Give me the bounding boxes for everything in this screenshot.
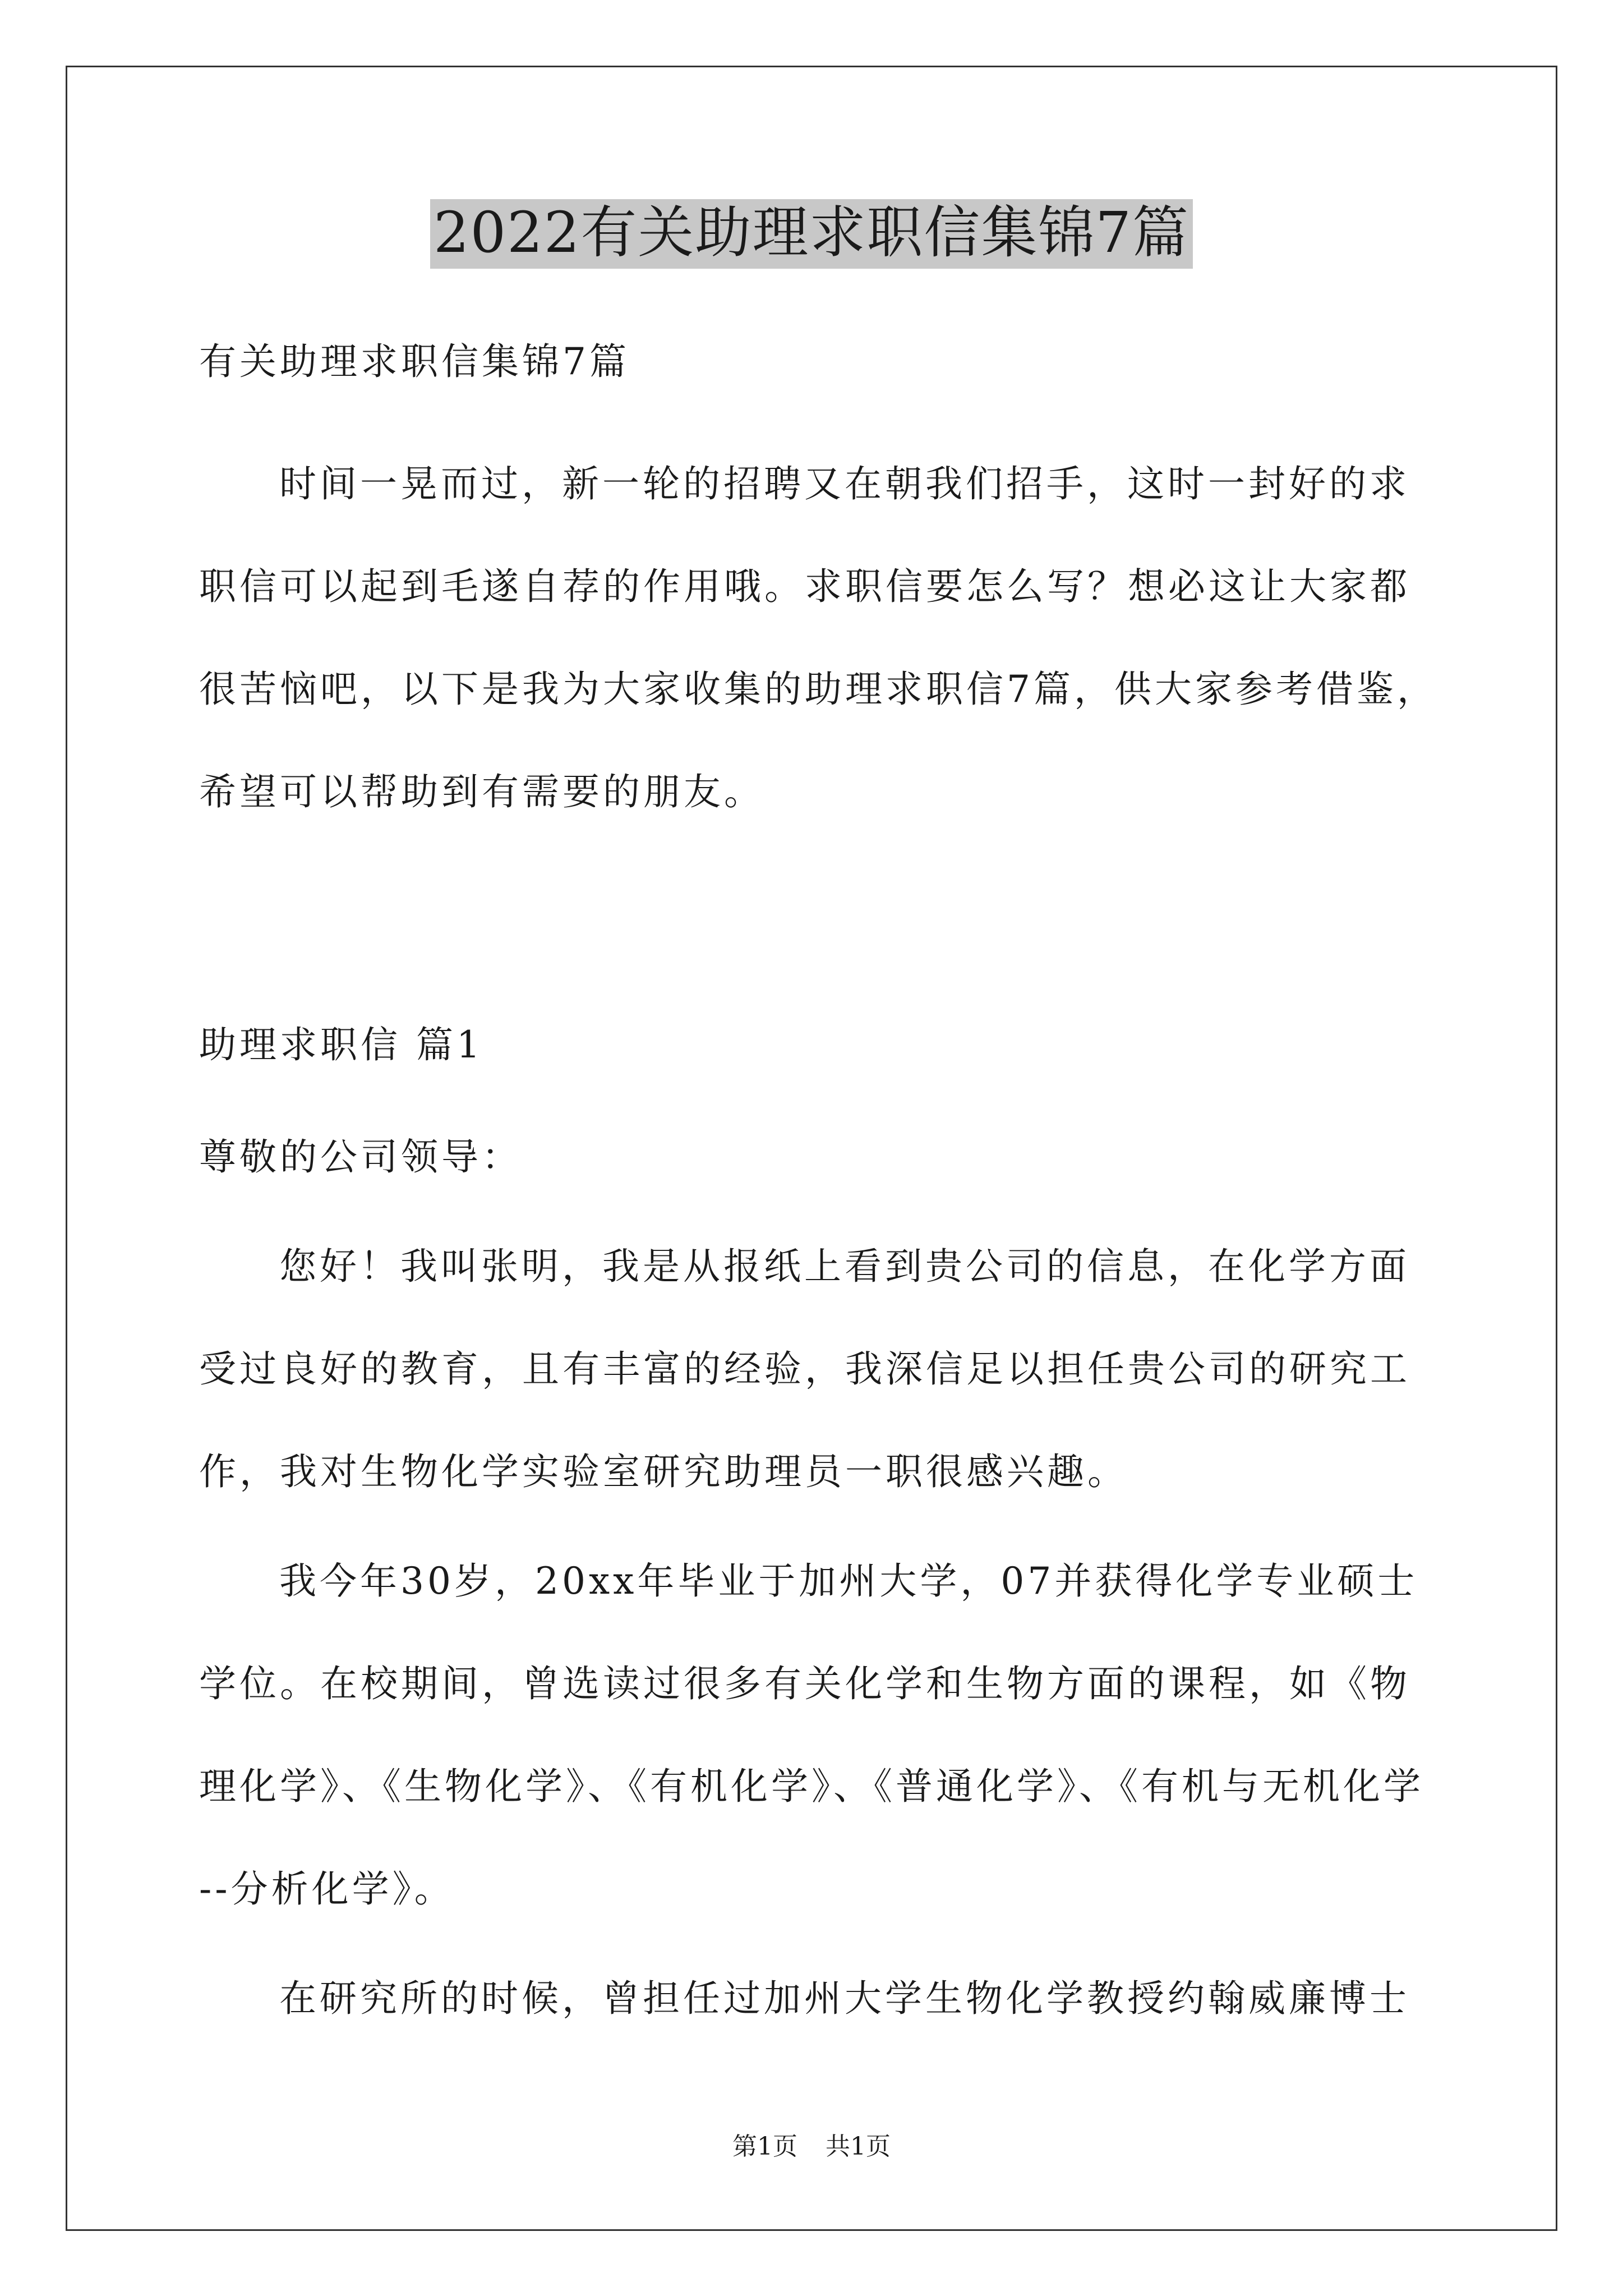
- intro-line: 职信可以起到毛遂自荐的作用哦。求职信要怎么写？想必这让大家都: [199, 565, 1410, 608]
- document-subtitle: 有关助理求职信集锦7篇: [199, 340, 630, 383]
- para1-line: 您好！我叫张明，我是从报纸上看到贵公司的信息，在化学方面: [279, 1245, 1410, 1288]
- section-heading: 助理求职信 篇1: [199, 1023, 483, 1066]
- intro-line: 时间一晃而过，新一轮的招聘又在朝我们招手，这时一封好的求: [279, 462, 1410, 505]
- document-title: [0, 199, 1623, 269]
- para2-line: 我今年30岁，20xx年毕业于加州大学，07并获得化学专业硕士: [279, 1559, 1418, 1603]
- salutation: 尊敬的公司领导：: [199, 1135, 522, 1179]
- para2-line: 学位。在校期间，曾选读过很多有关化学和生物方面的课程，如《物: [199, 1662, 1410, 1705]
- intro-line: 希望可以帮助到有需要的朋友。: [199, 770, 764, 813]
- document-title-text: 2022有关助理求职信集锦7篇: [430, 199, 1193, 269]
- para1-line: 作，我对生物化学实验室研究助理员一职很感兴趣。: [199, 1450, 1128, 1493]
- para2-line: 理化学》、《生物化学》、《有机化学》、《普通化学》、《有机与无机化学: [199, 1765, 1424, 1808]
- para2-line: --分析化学》。: [199, 1867, 455, 1911]
- para1-line: 受过良好的教育，且有丰富的经验，我深信足以担任贵公司的研究工: [199, 1347, 1410, 1391]
- page-number: 第1页: [732, 2132, 797, 2161]
- page-total: 共1页: [826, 2132, 891, 2161]
- page-footer: [0, 2134, 1623, 2159]
- para3-line: 在研究所的时候，曾担任过加州大学生物化学教授约翰威廉博士: [279, 1977, 1410, 2020]
- intro-line: 很苦恼吧，以下是我为大家收集的助理求职信7篇，供大家参考借鉴，: [199, 668, 1437, 711]
